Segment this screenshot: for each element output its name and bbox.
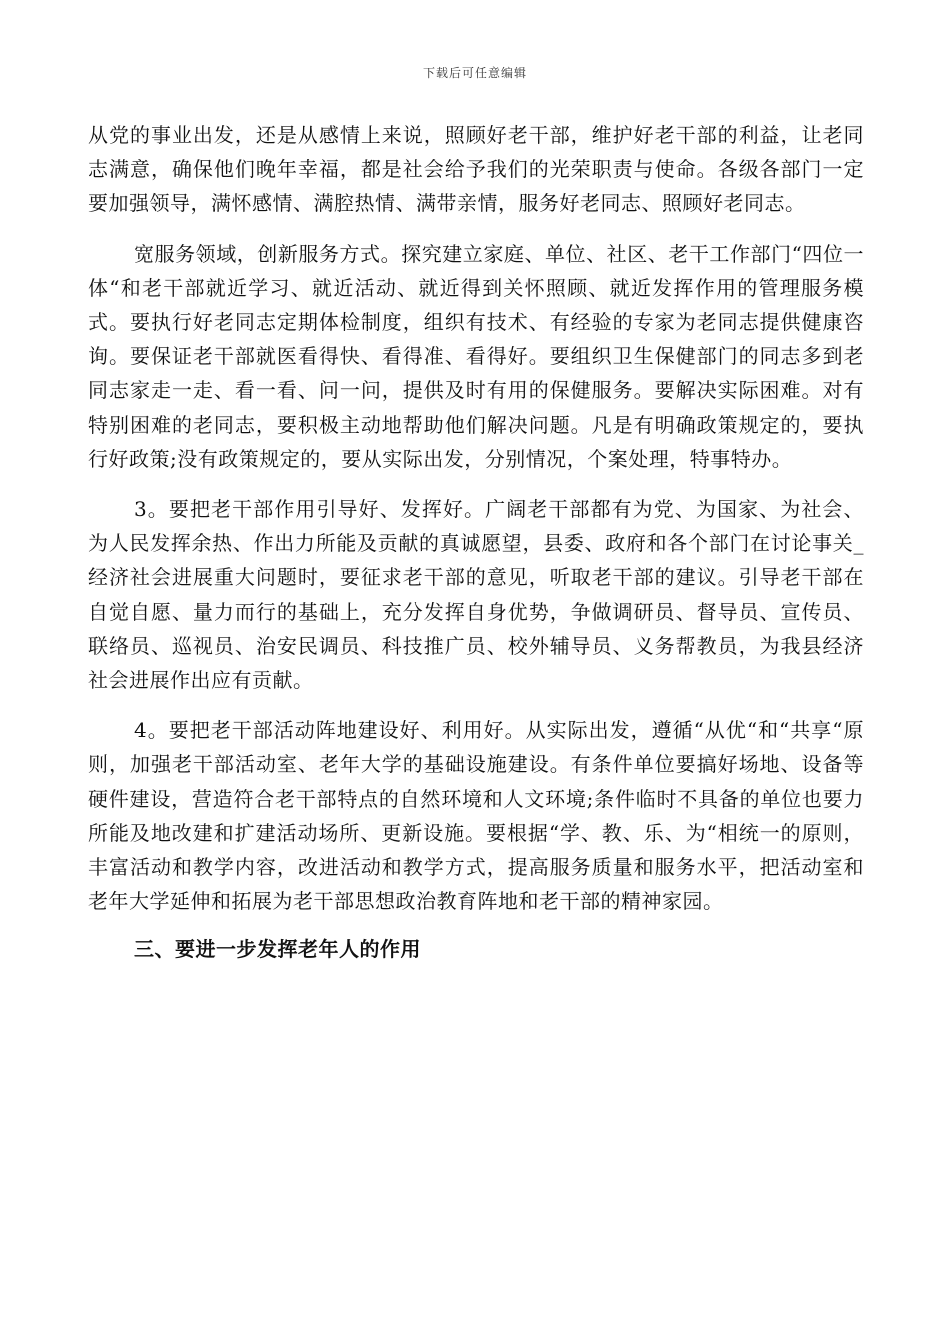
- paragraph-4: 4。要把老干部活动阵地建设好、利用好。从实际出发，遵循“从优“和“共享“原则，加强老干部活动室、老年大学的基础设施建设。有条件单位要搞好场地、设备等硬件建设，营造符合老干部特点的自然环境和人文环境;条件临时不具备的单位也要力所能及地改建和扩建活动场所、更新设施。要根据“学、教、乐、为“相统一的原则，丰富活动和教学内容，改进活动和教学方式，提高服务质量和服务水平，把活动室和老年大学延伸和拓展为老干部思想政治教育阵地和老干部的精神家园。: [88, 718, 864, 914]
- section-heading: 三、要进一步发挥老年人的作用: [134, 937, 421, 962]
- paragraph-2: 宽服务领域，创新服务方式。探究建立家庭、单位、社区、老干工作部门“四位一体“和老干部就近学习、就近活动、就近得到关怀照顾、就近发挥作用的管理服务模式。要执行好老同志定期体检制度，组织有技术、有经验的专家为老同志提供健康咨询。要保证老干部就医看得快、看得准、看得好。要组织卫生保健部门的同志多到老同志家走一走、看一看、问一问，提供及时有用的保健服务。要解决实际困难。对有特别困难的老同志，要积极主动地帮助他们解决问题。凡是有明确政策规定的，要执行好政策;没有政策规定的，要从实际出发，分别情况，个案处理，特事特办。: [88, 241, 864, 471]
- paragraph-3: 3。要把老干部作用引导好、发挥好。广阔老干部都有为党、为国家、为社会、为人民发挥余热、作出力所能及贡献的真诚愿望，县委、政府和各个部门在讨论事关_经济社会进展重大问题时，要征求老干部的意见，听取老干部的建议。引导老干部在自觉自愿、量力而行的基础上，充分发挥自身优势，争做调研员、督导员、宣传员、联络员、巡视员、治安民调员、科技推广员、校外辅导员、义务帮教员，为我县经济社会进展作出应有贡献。: [88, 497, 864, 693]
- page-header: 下载后可任意编辑: [422, 66, 527, 80]
- paragraph-1: 从党的事业出发，还是从感情上来说，照顾好老干部，维护好老干部的利益，让老同志满意，确保他们晚年幸福，都是社会给予我们的光荣职责与使命。各级各部门一定要加强领导，满怀感情、满腔热情、满带亲情，服务好老同志、照顾好老同志。: [88, 123, 864, 216]
- document-body: [88, 118, 864, 967]
